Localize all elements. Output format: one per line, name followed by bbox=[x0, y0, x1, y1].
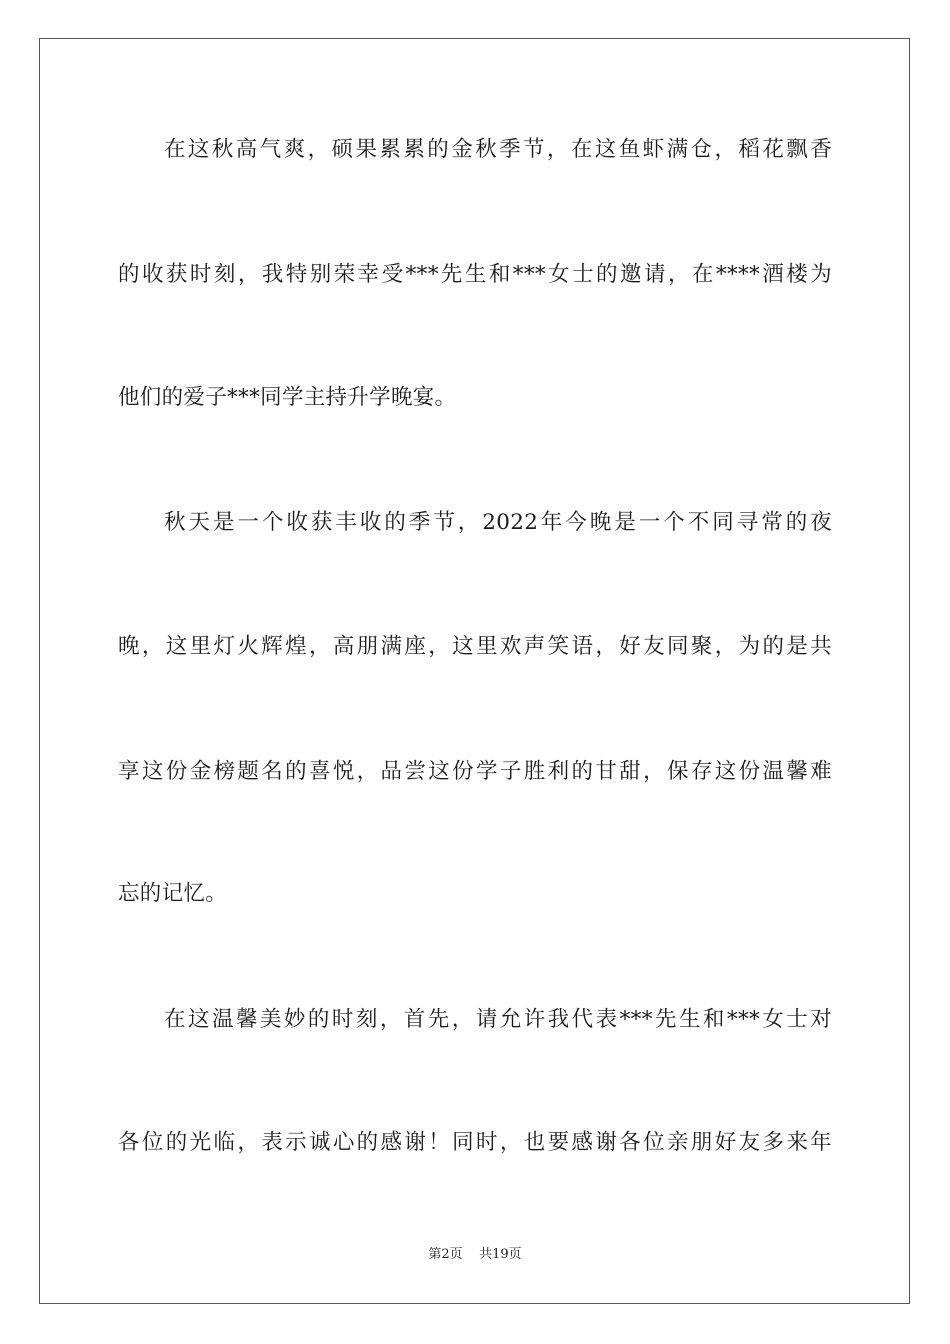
paragraph-line: 各位的光临，表示诚心的感谢！同时，也要感谢各位亲朋好友多来年 bbox=[118, 1130, 832, 1155]
paragraph-line: 秋天是一个收获丰收的季节，2022年今晚是一个不同寻常的夜 bbox=[164, 510, 832, 535]
paragraph-line: 他们的爱子***同学主持升学晚宴。 bbox=[118, 385, 457, 410]
paragraph-line: 在这温馨美妙的时刻，首先，请允许我代表***先生和***女士对 bbox=[164, 1007, 832, 1032]
page-footer bbox=[0, 1246, 950, 1264]
paragraph-line: 忘的记忆。 bbox=[118, 881, 228, 906]
page-number: 第2页 bbox=[428, 1247, 463, 1262]
paragraph-line: 在这秋高气爽，硕果累累的金秋季节，在这鱼虾满仓，稻花飘香 bbox=[164, 137, 832, 162]
page-total: 共19页 bbox=[479, 1247, 522, 1262]
paragraph-line: 晚，这里灯火辉煌，高朋满座，这里欢声笑语，好友同聚，为的是共 bbox=[118, 634, 832, 659]
page-frame bbox=[39, 38, 910, 1304]
paragraph-line: 的收获时刻，我特别荣幸受***先生和***女士的邀请，在****酒楼为 bbox=[118, 262, 832, 287]
paragraph-line: 享这份金榜题名的喜悦，品尝这份学子胜利的甘甜，保存这份温馨难 bbox=[118, 759, 832, 784]
